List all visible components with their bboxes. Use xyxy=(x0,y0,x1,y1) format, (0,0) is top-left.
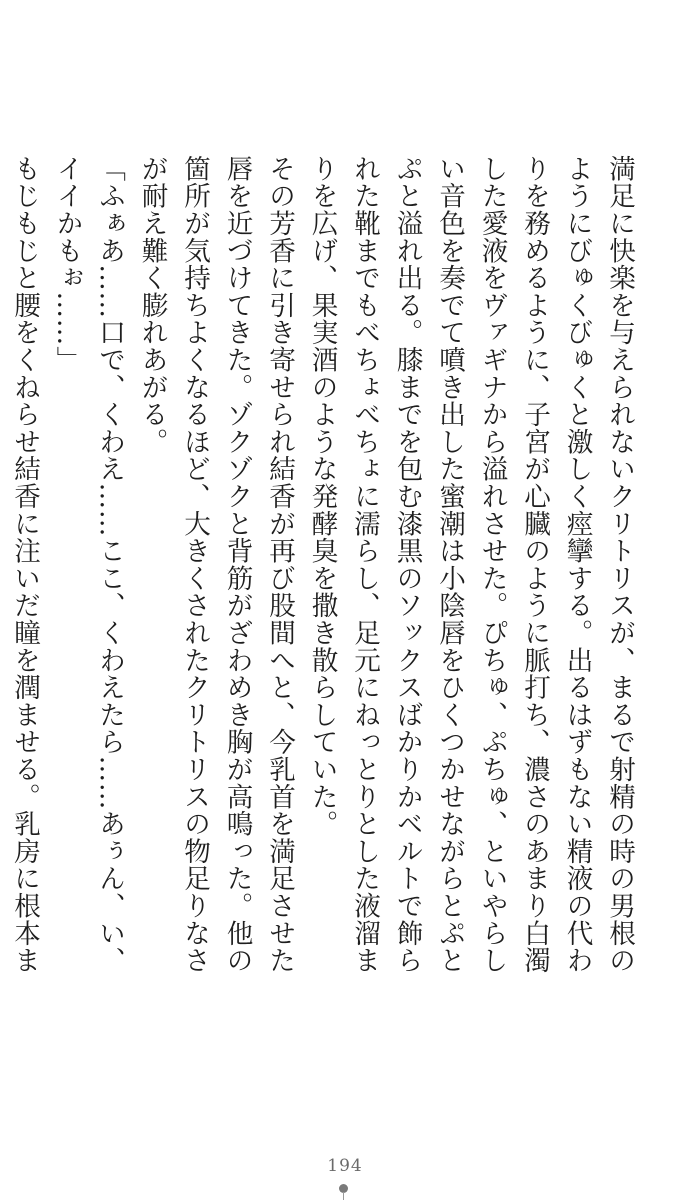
paragraph-1: 満足に快楽を与えられないクリトリスが、まるで射精の時の男根のようにびゅくびゅくと激しく痙攣する。出るはずもない精液の代わりを務めるように、子宮が心臓のように脈打ち、濃さのあまり白濁した愛液をヴァギナから溢れさせた。ぴちゅ、ぷちゅ、といやらしい音色を奏でて噴き出した蜜潮は小陰唇をひくつかせながらとぷとぷと溢れ出る。膝までを包む漆黒のソックスばかりかベルトで飾られた靴までもべちょべちょに濡らし、足元にねっとりとした液溜まりを広げ、果実酒のような発酵臭を撒き散らしていた。 xyxy=(306,155,635,974)
vertical-text-body xyxy=(9,155,640,985)
paragraph-4: もじもじと腰をくねらせ結香に注いだ瞳を潤ませる。乳房に根本ま xyxy=(9,155,40,974)
page-number: 194 xyxy=(327,1156,363,1176)
paragraph-2: その芳香に引き寄せられ結香が再び股間へと、今乳首を満足させた唇を近づけてきた。ゾクゾクと背筋がざわめき胸が高鳴った。他の箇所が気持ちよくなるほど、大きくされたクリトリスの物足りなさが耐え難く膨れあがる。 xyxy=(136,155,295,974)
page-marker-stem-icon xyxy=(343,1192,344,1200)
paragraph-3-dialogue: 「ふぁあ……口で、くわえ……ここ、くわえたら……あぅん、い、イイかもぉ……」 xyxy=(51,155,125,974)
